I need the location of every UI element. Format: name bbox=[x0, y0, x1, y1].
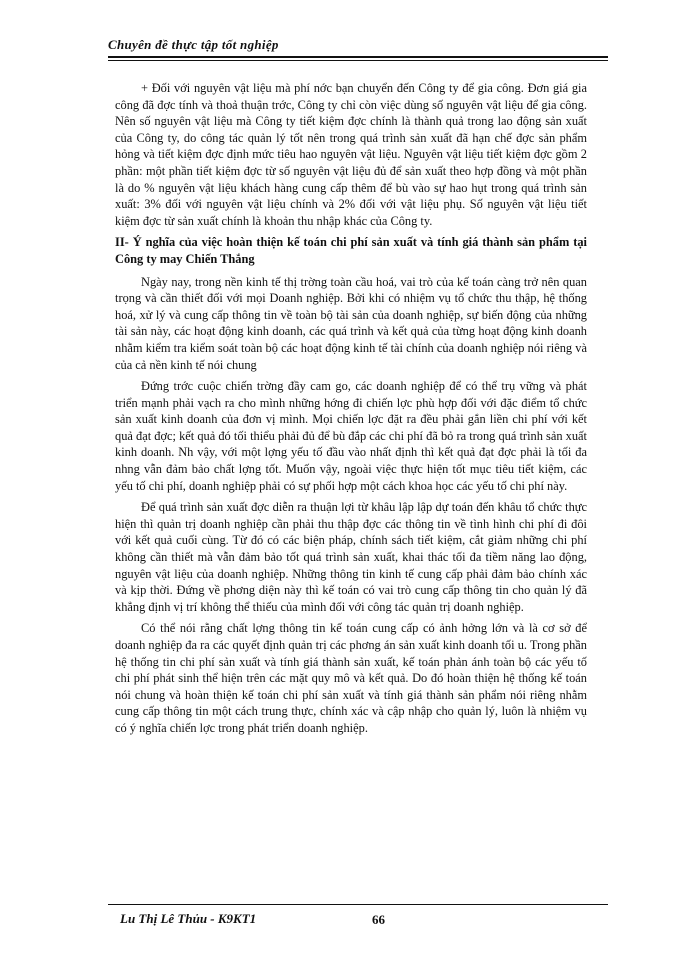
section-heading: II- Ý nghĩa của việc hoàn thiện kế toán chi phí sản xuất và tính giá thành sản phẩm tại Công ty may Chiến Thắng bbox=[115, 235, 587, 266]
paragraph: Để quá trình sản xuất đợc diễn ra thuận lợi từ khâu lập lập dự toán đến khâu tổ chức thực hiện thì quản trị doanh nghiệp cần phải thu thập đợc các thông tin về tình hình chi phí đi đôi với kết quả cuối cùng. Từ đó có các biện pháp, chính sách tiết kiệm, cắt giảm những chi phí không cần thiết mà vẫn đảm bảo tốt quá trình sản xuất, khai thác tối đa tiềm năng lao động, nguyên vật liệu của doanh nghiệp. Những thông tin kinh tế cung cấp phải đảm bảo chính xác và kịp thời. Đứng về phơng diện này thì kế toán có vai trò cung cấp thông tin cho quản lý đã khẳng định vị trí không thể thiếu của mình đối với công tác quản trị doanh nghiệp. bbox=[115, 500, 587, 614]
paragraph: Đứng trớc cuộc chiến trờng đầy cam go, các doanh nghiệp để có thể trụ vững và phát triển mạnh phải vạch ra cho mình những hớng đi chiến lợc phù hợp đối với đặc điểm tổ chức sản xuất kinh doanh của đơn vị mình. Mọi chiến lợc đặt ra đều phải gắn liền chi phí với kết quả đạt đợc; kết quả đó tối thiểu phải đủ để bù đắp các chi phí đã bỏ ra trong quá trình sản xuất kinh doanh. Nh vậy, với một lợng yếu tố đầu vào nhất định thì kết quả đạt đợc phải là tối đa nhng vẫn đảm bảo chất lợng tốt. Muốn vậy, ngoài việc thực hiện tốt mục tiêu tiết kiệm, các yếu tố chi phí, doanh nghiệp phải có sự phối hợp một cách khoa học các yếu tố chi phí này. bbox=[115, 379, 587, 493]
paragraph: Ngày nay, trong nền kinh tế thị trờng toàn cầu hoá, vai trò của kế toán càng trở nên quan trọng và cần thiết đối với mọi Doanh nghiệp. Bởi khi có nhiệm vụ tổ chức thu thập, hệ thống hoá, xử lý và cung cấp thông tin về toàn bộ tài sản của doanh nghiệp, sự biến động của những tài sản này, các hoạt động kinh doanh, các quá trình và kết quả của từng hoạt động kinh doanh nhằm kiểm tra kiểm soát toàn bộ các hoạt động kinh tế tài chính của doanh nghiệp nói riêng và của cả nền kinh tế nói chung bbox=[115, 274, 587, 372]
header-rule bbox=[108, 56, 608, 58]
paragraph: Có thể nói rằng chất lợng thông tin kế toán cung cấp có ảnh hởng lớn và là cơ sở để doanh nghiệp đa ra các quyết định quản trị các phơng án sản xuất kinh doanh tối u. Trong phần hệ thống tin chi phí sản xuất và tính giá thành sản xuất, kế toán phản ánh toàn bộ các yếu tố chi phí phát sinh thể hiện trên các mặt quy mô và kết quả. Do đó hoàn thiện hệ thống kế toán nói chung và hoàn thiện kế toán chi phí sản xuất và tính giá thành sản phẩm nói riêng nhằm cung cấp thông tin một cách trung thực, chính xác và cập nhập cho quản lý, luôn là nhiệm vụ có ý nghĩa chiến lợc trong phát triển doanh nghiệp. bbox=[115, 621, 587, 735]
header-title: Chuyên đề thực tập tốt nghiệp bbox=[108, 37, 279, 52]
page-header bbox=[108, 36, 608, 54]
footer-rule bbox=[108, 904, 608, 905]
page-number: 66 bbox=[372, 912, 385, 927]
paragraph-intro: + Đối với nguyên vật liệu mà phí nớc bạn chuyển đến Công ty để gia công. Đơn giá gia công đã đợc tính và thoả thuận trớc, Công ty chỉ còn việc dùng số nguyên vật liệu để gia công. Nên số nguyên vật liệu mà Công ty tiết kiệm đợc chính là thành quả trong lao động sản xuất của Công ty, do công tác quản lý tốt nên trong quá trình sản xuất đã hạn chế đợc sản phẩm hỏng và tiết kiệm đợc định mức tiêu hao nguyên vật liệu. Nguyên vật liệu tiết kiệm đợc gồm 2 phần: một phần tiết kiệm đợc từ số nguyên vật liệu đủ để sản xuất theo hợp đồng và một phần là do % nguyên vật liệu khách hàng cung cấp thêm để bù vào sự hao hụt trong quá trình sản xuất: 3% đối với nguyên vật liệu chính và 2% đối với vật liệu phụ. Số nguyên vật liệu tiết kiệm đợc từ sản xuất chính là khoản thu nhập khác của Công ty. bbox=[115, 81, 587, 228]
header-rule-thin bbox=[108, 60, 608, 61]
footer-author: Lu Thị Lê Thủu - K9KT1 bbox=[120, 911, 257, 926]
document-body bbox=[115, 80, 587, 742]
